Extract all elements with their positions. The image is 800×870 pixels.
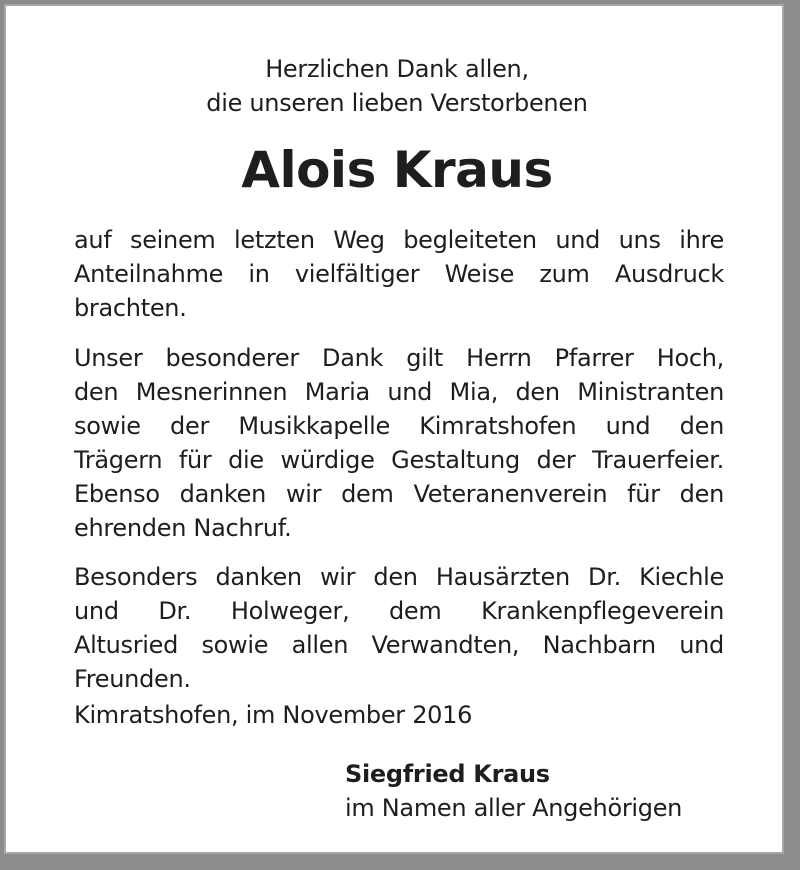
paragraph-1-line-1: auf seinem letzten Weg begleiteten und uns ihre bbox=[74, 226, 724, 254]
paragraph-1 bbox=[74, 223, 724, 325]
paragraph-1-line-3: brachten. bbox=[74, 294, 187, 322]
deceased-name: Alois Kraus bbox=[241, 141, 553, 199]
intro-line-1: Herzlichen Dank allen, bbox=[265, 55, 529, 83]
paragraph-3-line-4: Freunden. bbox=[74, 665, 191, 693]
paragraph-3-line-1: Besonders danken wir den Hausärzten Dr. Kiechle bbox=[74, 563, 724, 591]
paragraph-3 bbox=[74, 560, 724, 696]
intro bbox=[16, 52, 778, 120]
paragraph-3-line-2: und Dr. Holweger, dem Krankenpflegeverein bbox=[74, 597, 724, 625]
paragraph-2-line-2: den Mesnerinnen Maria und Mia, den Ministranten bbox=[74, 378, 724, 406]
intro-line-2: die unseren lieben Verstorbenen bbox=[206, 89, 588, 117]
paragraph-2-line-3: sowie der Musikkapelle Kimratshofen und den bbox=[74, 412, 724, 440]
paragraph-2 bbox=[74, 341, 724, 545]
signature-block bbox=[345, 757, 682, 825]
signer-name: Siegfried Kraus bbox=[345, 760, 550, 788]
paragraph-3-line-3: Altusried sowie allen Verwandten, Nachbarn und bbox=[74, 631, 724, 659]
paragraph-2-line-4: Trägern für die würdige Gestaltung der Trauerfeier. bbox=[74, 446, 724, 474]
notice-content bbox=[16, 12, 778, 852]
paragraph-2-line-5: Ebenso danken wir dem Veteranenverein für den bbox=[74, 480, 724, 508]
place-date: Kimratshofen, im November 2016 bbox=[74, 701, 473, 729]
paragraph-1-line-2: Anteilnahme in vielfältiger Weise zum Ausdruck bbox=[74, 260, 724, 288]
paragraph-2-line-1: Unser besonderer Dank gilt Herrn Pfarrer Hoch, bbox=[74, 344, 724, 372]
paragraph-2-line-6: ehrenden Nachruf. bbox=[74, 514, 292, 542]
signer-note: im Namen aller Angehörigen bbox=[345, 794, 683, 822]
